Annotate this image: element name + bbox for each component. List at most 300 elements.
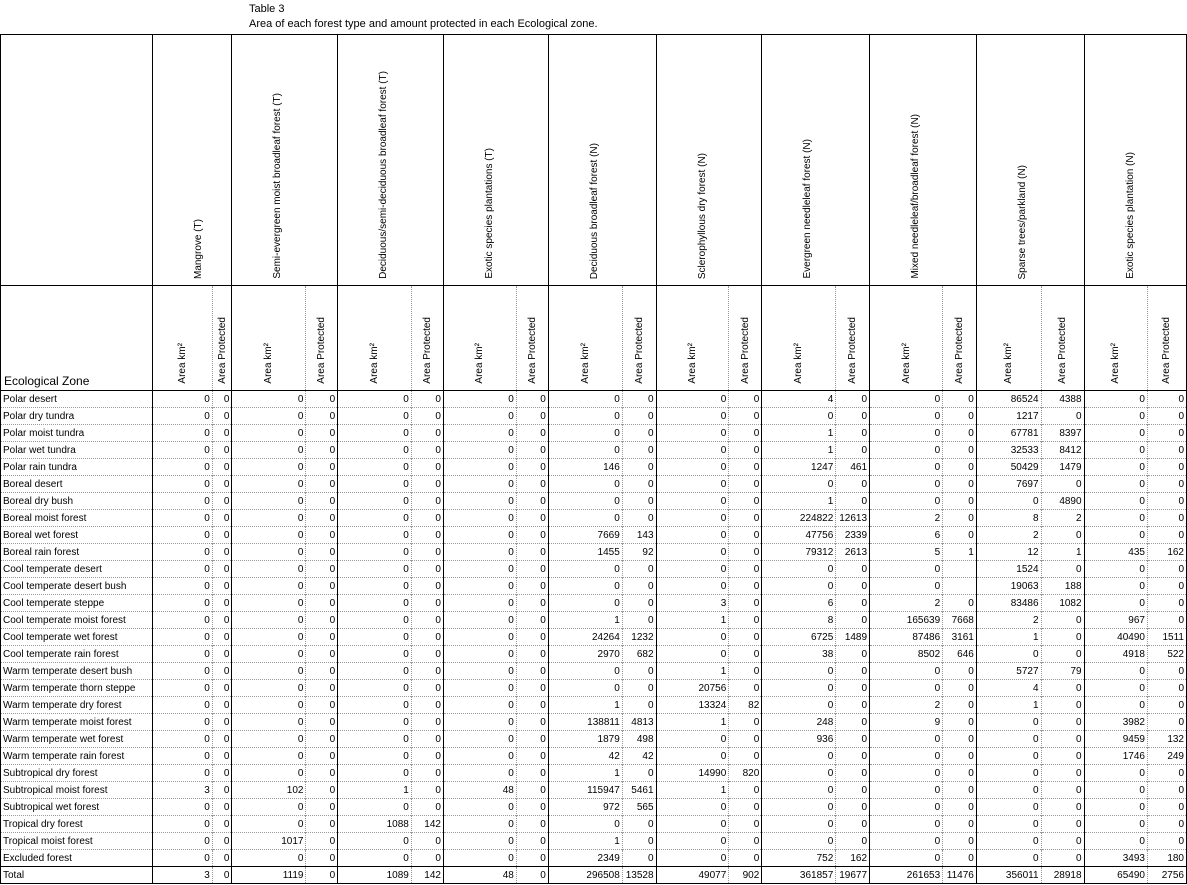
area-value: 0: [1084, 799, 1147, 816]
protected-value: 0: [943, 663, 977, 680]
protected-value: 0: [411, 697, 443, 714]
protected-value: 0: [729, 646, 762, 663]
forest-area-table: [0, 34, 1187, 884]
area-value: 0: [338, 442, 412, 459]
area-value: 0: [976, 765, 1041, 782]
zone-name: Polar rain tundra: [1, 459, 153, 476]
protected-value: 0: [1147, 459, 1186, 476]
area-value: 0: [1084, 697, 1147, 714]
protected-value: 0: [1147, 697, 1186, 714]
protected-value: 0: [943, 782, 977, 799]
protected-value: 498: [622, 731, 656, 748]
protected-value: 0: [411, 595, 443, 612]
area-value: 0: [232, 476, 306, 493]
protected-value: 0: [622, 408, 656, 425]
area-value: 0: [870, 850, 943, 867]
protected-value: 0: [836, 493, 870, 510]
area-value: 1: [548, 833, 622, 850]
protected-value: 0: [1147, 663, 1186, 680]
protected-value: 0: [729, 510, 762, 527]
area-value: 0: [443, 714, 516, 731]
area-value: 1: [656, 714, 729, 731]
protected-value: 0: [943, 731, 977, 748]
area-value: 115947: [548, 782, 622, 799]
area-value: 0: [1084, 493, 1147, 510]
protected-value: 0: [411, 408, 443, 425]
area-value: 0: [232, 629, 306, 646]
protected-value: 0: [516, 595, 548, 612]
area-value: 1455: [548, 544, 622, 561]
sub-header-label: Area Protected: [739, 317, 751, 384]
area-value: 0: [1084, 816, 1147, 833]
protected-value: 0: [1147, 527, 1186, 544]
zone-name: Boreal rain forest: [1, 544, 153, 561]
protected-value: 0: [306, 782, 338, 799]
protected-value: 0: [212, 867, 232, 884]
protected-value: 0: [622, 476, 656, 493]
protected-value: 0: [622, 595, 656, 612]
protected-value: 0: [729, 595, 762, 612]
area-value: 0: [976, 714, 1041, 731]
protected-value: 0: [1041, 561, 1084, 578]
area-value: 48: [443, 782, 516, 799]
area-value: 0: [870, 663, 943, 680]
area-value: 0: [232, 799, 306, 816]
area-value: 32533: [976, 442, 1041, 459]
sub-header-label: Area Protected: [953, 317, 965, 384]
area-value: 0: [870, 680, 943, 697]
area-value: 6: [870, 527, 943, 544]
area-value: 0: [1084, 578, 1147, 595]
area-value: 0: [338, 629, 412, 646]
protected-value: 0: [212, 510, 232, 527]
area-value: 0: [152, 459, 212, 476]
area-value: 0: [152, 442, 212, 459]
protected-value: 0: [1147, 680, 1186, 697]
area-value: 14990: [656, 765, 729, 782]
area-value: 0: [232, 408, 306, 425]
area-value: 0: [232, 697, 306, 714]
area-value: 0: [338, 561, 412, 578]
protected-value: 0: [306, 816, 338, 833]
area-value: 0: [152, 408, 212, 425]
area-value: 0: [1084, 425, 1147, 442]
protected-value: 0: [516, 765, 548, 782]
area-value: 0: [548, 578, 622, 595]
table-title: Area of each forest type and amount protected in each Ecological zone.: [249, 18, 598, 30]
area-value: 0: [232, 527, 306, 544]
table-row: [1, 782, 1187, 799]
area-value: 40490: [1084, 629, 1147, 646]
area-value: 356011: [976, 867, 1041, 884]
protected-value: 0: [729, 833, 762, 850]
area-value: 0: [656, 561, 729, 578]
protected-value: 0: [836, 833, 870, 850]
forest-type-header: [152, 35, 232, 286]
area-value: 0: [548, 493, 622, 510]
area-value: 0: [338, 425, 412, 442]
protected-value: 11476: [943, 867, 977, 884]
area-value: 87486: [870, 629, 943, 646]
zone-name: Warm temperate dry forest: [1, 697, 153, 714]
area-value: 0: [656, 833, 729, 850]
forest-type-header: [870, 35, 977, 286]
forest-type-header: [443, 35, 548, 286]
area-value: 0: [1084, 765, 1147, 782]
protected-value: 142: [411, 816, 443, 833]
area-value: 0: [870, 816, 943, 833]
area-value: 0: [338, 391, 412, 408]
area-value: 49077: [656, 867, 729, 884]
protected-value: 0: [943, 408, 977, 425]
area-value: 0: [976, 493, 1041, 510]
area-value: 8502: [870, 646, 943, 663]
protected-value: [943, 578, 977, 595]
area-value: 2: [870, 510, 943, 527]
protected-value: 0: [306, 629, 338, 646]
zone-name: Polar desert: [1, 391, 153, 408]
area-value: 38: [762, 646, 836, 663]
area-value: 0: [656, 731, 729, 748]
protected-value: 1082: [1041, 595, 1084, 612]
area-value: 0: [762, 408, 836, 425]
protected-value: 646: [943, 646, 977, 663]
forest-type-label: Deciduous broadleaf forest (N): [588, 142, 600, 279]
area-value: 79312: [762, 544, 836, 561]
protected-value: 0: [212, 833, 232, 850]
area-value: 1: [976, 629, 1041, 646]
sub-header-label: Area Protected: [526, 317, 538, 384]
protected-value: 0: [411, 510, 443, 527]
area-value: 0: [656, 510, 729, 527]
protected-value: 180: [1147, 850, 1186, 867]
area-value: 6725: [762, 629, 836, 646]
area-value: 0: [762, 816, 836, 833]
area-value: 0: [338, 578, 412, 595]
protected-value: 0: [212, 697, 232, 714]
area-value: 1089: [338, 867, 412, 884]
area-value: 0: [152, 527, 212, 544]
protected-value: 0: [516, 731, 548, 748]
area-value: 0: [152, 680, 212, 697]
protected-value: 2756: [1147, 867, 1186, 884]
area-value: 0: [338, 408, 412, 425]
protected-value: 0: [836, 816, 870, 833]
protected-value: 0: [411, 442, 443, 459]
table-row: [1, 731, 1187, 748]
table-row: [1, 646, 1187, 663]
protected-value: 82: [729, 697, 762, 714]
protected-value: 0: [943, 442, 977, 459]
protected-value: 0: [411, 850, 443, 867]
protected-value: 0: [729, 408, 762, 425]
protected-value: 0: [411, 680, 443, 697]
area-value: 0: [152, 612, 212, 629]
area-value: 0: [338, 544, 412, 561]
sub-header-label: Area Protected: [1057, 317, 1069, 384]
area-value: 0: [443, 850, 516, 867]
area-value: 0: [232, 816, 306, 833]
area-value: 0: [338, 799, 412, 816]
protected-value: 0: [212, 799, 232, 816]
area-value: 1247: [762, 459, 836, 476]
sub-header-label: Area km²: [263, 343, 275, 384]
protected-value: 0: [836, 425, 870, 442]
protected-value: 0: [1147, 391, 1186, 408]
protected-value: 0: [1041, 680, 1084, 697]
area-value: 361857: [762, 867, 836, 884]
table-row: [1, 493, 1187, 510]
area-value: 0: [870, 459, 943, 476]
protected-value: 522: [1147, 646, 1186, 663]
zone-name: Polar dry tundra: [1, 408, 153, 425]
protected-value: 0: [306, 748, 338, 765]
area-value: 0: [443, 391, 516, 408]
area-value: 65490: [1084, 867, 1147, 884]
protected-value: 0: [212, 731, 232, 748]
table-row: [1, 833, 1187, 850]
area-value: 0: [338, 714, 412, 731]
area-value: 0: [152, 561, 212, 578]
area-value: 0: [232, 510, 306, 527]
sub-header-label: Area Protected: [316, 317, 328, 384]
protected-value: [943, 561, 977, 578]
protected-value: 0: [411, 459, 443, 476]
protected-value: 0: [411, 663, 443, 680]
zone-name: Subtropical wet forest: [1, 799, 153, 816]
zone-name: Boreal desert: [1, 476, 153, 493]
area-value: 2: [870, 697, 943, 714]
area-value: 47756: [762, 527, 836, 544]
protected-value: 0: [212, 408, 232, 425]
area-value: 1: [548, 697, 622, 714]
zone-name: Boreal moist forest: [1, 510, 153, 527]
protected-value: 0: [729, 476, 762, 493]
area-value: 0: [152, 629, 212, 646]
forest-type-header: [656, 35, 762, 286]
protected-value: 132: [1147, 731, 1186, 748]
area-value: 224822: [762, 510, 836, 527]
table-row: [1, 578, 1187, 595]
area-value: 0: [870, 782, 943, 799]
table-row: [1, 442, 1187, 459]
protected-value: 0: [943, 510, 977, 527]
area-value: 0: [548, 425, 622, 442]
table-caption: [249, 2, 598, 32]
area-value: 0: [976, 833, 1041, 850]
area-value: 0: [152, 663, 212, 680]
zone-name: Boreal dry bush: [1, 493, 153, 510]
area-value: 0: [762, 578, 836, 595]
forest-type-label: Exotic species plantation (N): [1124, 152, 1136, 279]
sub-header-label: Area km²: [900, 343, 912, 384]
protected-value: 0: [1041, 816, 1084, 833]
protected-value: 682: [622, 646, 656, 663]
total-row: [1, 867, 1187, 884]
area-value: 0: [443, 680, 516, 697]
protected-value: 0: [212, 646, 232, 663]
area-value: 248: [762, 714, 836, 731]
protected-value: 0: [411, 782, 443, 799]
forest-type-header: [762, 35, 870, 286]
area-value: 0: [152, 425, 212, 442]
protected-value: 0: [411, 527, 443, 544]
protected-value: 0: [212, 595, 232, 612]
protected-value: 0: [306, 544, 338, 561]
area-value: 0: [443, 578, 516, 595]
area-value: 752: [762, 850, 836, 867]
area-value: 2349: [548, 850, 622, 867]
area-value: 5727: [976, 663, 1041, 680]
area-value: 3982: [1084, 714, 1147, 731]
area-value: 0: [152, 799, 212, 816]
protected-value: 0: [411, 493, 443, 510]
area-value: 1: [548, 765, 622, 782]
area-value: 4: [976, 680, 1041, 697]
area-value: 1: [762, 442, 836, 459]
area-value: 2970: [548, 646, 622, 663]
area-value: 0: [870, 731, 943, 748]
area-value: 0: [338, 527, 412, 544]
area-value: 1: [762, 493, 836, 510]
zone-name: Tropical dry forest: [1, 816, 153, 833]
protected-value: 0: [943, 833, 977, 850]
area-value: 0: [1084, 680, 1147, 697]
sub-header-label: Area km²: [1110, 343, 1122, 384]
protected-value: 0: [1041, 629, 1084, 646]
area-value: 0: [870, 408, 943, 425]
protected-value: 0: [622, 442, 656, 459]
area-value: 0: [338, 833, 412, 850]
protected-value: 0: [516, 544, 548, 561]
protected-value: 0: [516, 476, 548, 493]
protected-value: 0: [212, 425, 232, 442]
area-value: 0: [232, 459, 306, 476]
forest-type-header: [976, 35, 1084, 286]
protected-value: 0: [836, 680, 870, 697]
protected-value: 0: [411, 731, 443, 748]
area-value: 0: [656, 748, 729, 765]
area-value: 0: [656, 799, 729, 816]
area-value: 0: [152, 816, 212, 833]
area-value: 0: [443, 731, 516, 748]
area-value: 0: [443, 442, 516, 459]
area-value: 0: [870, 561, 943, 578]
sub-header-label: Area km²: [474, 343, 486, 384]
protected-value: 0: [516, 782, 548, 799]
area-value: 972: [548, 799, 622, 816]
protected-value: 0: [622, 765, 656, 782]
area-value: 0: [232, 442, 306, 459]
zone-name: Excluded forest: [1, 850, 153, 867]
area-value: 83486: [976, 595, 1041, 612]
protected-value: 0: [306, 697, 338, 714]
area-value: 42: [548, 748, 622, 765]
area-value: 0: [338, 850, 412, 867]
protected-value: 0: [836, 646, 870, 663]
area-value: 0: [656, 476, 729, 493]
sub-header-label: Area km²: [793, 343, 805, 384]
protected-value: 0: [516, 748, 548, 765]
protected-value: 0: [411, 714, 443, 731]
protected-value: 1479: [1041, 459, 1084, 476]
protected-value: 0: [1147, 476, 1186, 493]
area-km2-header: [443, 286, 516, 391]
area-value: 2: [976, 527, 1041, 544]
protected-value: 2613: [836, 544, 870, 561]
area-value: 0: [443, 595, 516, 612]
protected-value: 0: [1147, 578, 1186, 595]
protected-value: 0: [516, 459, 548, 476]
area-value: 50429: [976, 459, 1041, 476]
protected-value: 0: [1041, 833, 1084, 850]
area-value: 1: [656, 782, 729, 799]
protected-value: 0: [943, 816, 977, 833]
area-protected-header: [836, 286, 870, 391]
protected-value: 0: [212, 765, 232, 782]
area-km2-header: [338, 286, 412, 391]
area-value: 0: [762, 765, 836, 782]
protected-value: 0: [212, 459, 232, 476]
area-value: 1: [338, 782, 412, 799]
protected-value: 0: [411, 765, 443, 782]
sub-header-label: Area km²: [176, 343, 188, 384]
area-protected-header: [1041, 286, 1084, 391]
area-value: 8: [976, 510, 1041, 527]
table-number: Table 3: [249, 3, 285, 15]
area-value: 0: [232, 663, 306, 680]
protected-value: 0: [943, 748, 977, 765]
area-protected-header: [212, 286, 232, 391]
area-value: 296508: [548, 867, 622, 884]
area-value: 0: [548, 510, 622, 527]
area-value: 0: [232, 544, 306, 561]
area-km2-header: [232, 286, 306, 391]
area-protected-header: [943, 286, 977, 391]
protected-value: 0: [1147, 595, 1186, 612]
area-value: 0: [656, 544, 729, 561]
area-value: 0: [152, 578, 212, 595]
area-value: 9: [870, 714, 943, 731]
table-row: [1, 527, 1187, 544]
protected-value: 0: [729, 459, 762, 476]
table-row: [1, 816, 1187, 833]
zone-name: Warm temperate rain forest: [1, 748, 153, 765]
area-km2-header: [976, 286, 1041, 391]
protected-value: 0: [729, 629, 762, 646]
protected-value: 1: [1041, 544, 1084, 561]
protected-value: 0: [943, 527, 977, 544]
protected-value: 0: [516, 493, 548, 510]
area-value: 0: [152, 646, 212, 663]
protected-value: 0: [943, 425, 977, 442]
table-row: [1, 629, 1187, 646]
area-value: 0: [338, 459, 412, 476]
area-value: 0: [656, 442, 729, 459]
protected-value: 0: [1041, 799, 1084, 816]
area-value: 1: [762, 425, 836, 442]
protected-value: 1511: [1147, 629, 1186, 646]
protected-value: 0: [306, 850, 338, 867]
table-row: [1, 850, 1187, 867]
zone-name: Polar wet tundra: [1, 442, 153, 459]
protected-value: 0: [212, 816, 232, 833]
area-value: 0: [338, 765, 412, 782]
protected-value: 0: [1041, 765, 1084, 782]
protected-value: 0: [306, 391, 338, 408]
protected-value: 0: [1041, 731, 1084, 748]
area-value: 0: [152, 510, 212, 527]
